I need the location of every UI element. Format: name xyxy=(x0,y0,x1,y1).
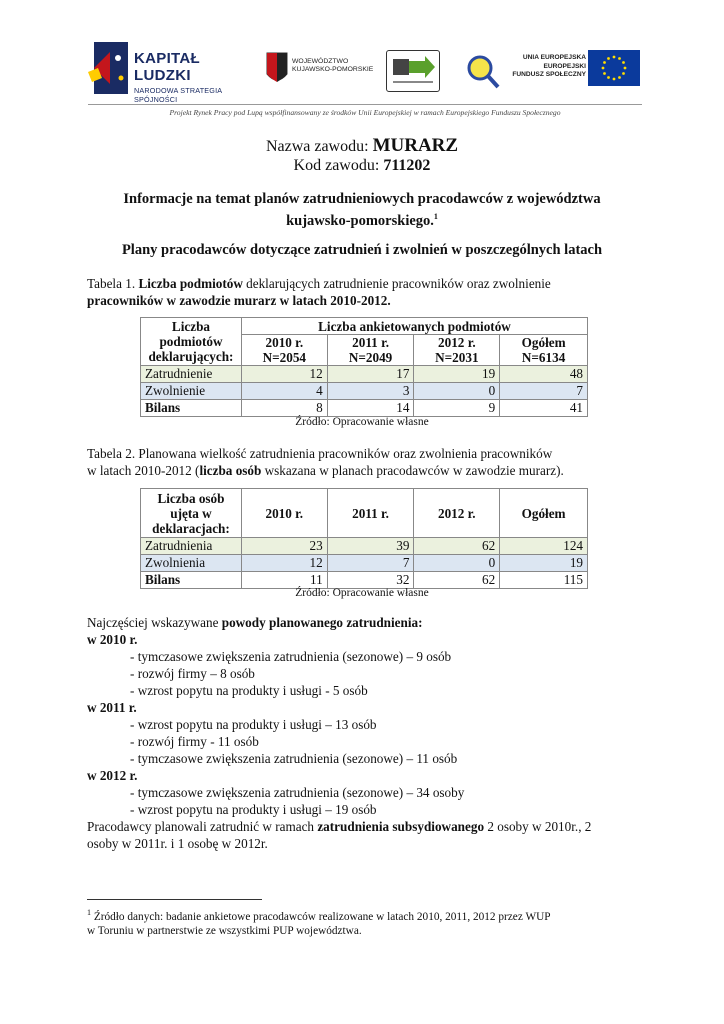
table1-caption-a: Tabela 1. xyxy=(87,276,139,291)
table1-source: Źródło: Opracowanie własne xyxy=(295,416,429,428)
cell: 8 xyxy=(241,400,327,417)
footnote-line2: w Toruniu w partnerstwie ze wszystkimi PUP województwa. xyxy=(87,924,362,937)
row-label: Zatrudnienia xyxy=(141,538,242,555)
kapital-ludzki-logo xyxy=(88,42,258,104)
ue-line3: FUNDUSZ SPOŁECZNY xyxy=(512,71,586,78)
year-heading-2011: w 2011 r. xyxy=(87,700,137,715)
t1-col-2011 xyxy=(327,335,414,366)
t1-col-2012 xyxy=(414,335,500,366)
header-divider xyxy=(88,104,642,105)
t2-corner-l1: Liczba osób xyxy=(157,490,225,506)
cell: 41 xyxy=(500,400,588,417)
cell: 9 xyxy=(414,400,500,417)
unia-europejska-logo xyxy=(510,50,640,88)
year-heading-2012: w 2012 r. xyxy=(87,768,138,783)
row-label: Zwolnienie xyxy=(141,383,242,400)
cell: 7 xyxy=(327,555,414,572)
table1-corner-header xyxy=(141,318,242,366)
t1-col-2010 xyxy=(241,335,327,366)
list-item: - wzrost popytu na produkty i usługi – 13 osób xyxy=(130,717,377,732)
footnote-divider xyxy=(87,899,262,900)
woj-line1: WOJEWÓDZTWO xyxy=(292,58,349,65)
woj-line2: KUJAWSKO-POMORSKIE xyxy=(292,66,374,73)
wojewodztwo-crest-icon xyxy=(266,52,288,86)
t2-corner-l3: deklaracjach: xyxy=(152,520,230,536)
table2-source: Źródło: Opracowanie własne xyxy=(295,587,429,599)
table1-caption-b: Liczba podmiotów xyxy=(138,276,243,291)
footnote-ref: 1 xyxy=(433,212,438,221)
occupation-name: MURARZ xyxy=(372,135,459,156)
cell: 62 xyxy=(414,538,500,555)
footnote-mark: 1 xyxy=(87,908,91,917)
t1-col-total xyxy=(500,335,588,366)
t1-col-2010-year: 2010 r. xyxy=(265,335,304,350)
table2-corner-header xyxy=(141,489,242,538)
list-item: - wzrost popytu na produkty i usługi - 5 osób xyxy=(130,683,368,698)
cell: 115 xyxy=(500,572,588,589)
reasons-intro-b: powody planowanego zatrudnienia: xyxy=(221,615,423,630)
table2-caption-c: liczba osób xyxy=(199,463,262,478)
cell: 19 xyxy=(500,555,588,572)
t2-corner-l2: ujęta w xyxy=(170,505,212,521)
cell: 23 xyxy=(241,538,327,555)
t1-col-2010-n: N=2054 xyxy=(262,350,307,365)
cell: 7 xyxy=(500,383,588,400)
cell: 4 xyxy=(241,383,327,400)
cell: 12 xyxy=(241,366,327,383)
reasons-intro-a: Najczęściej wskazywane xyxy=(87,615,222,630)
row-label: Bilans xyxy=(141,400,242,417)
list-item: - rozwój firmy – 8 osób xyxy=(130,666,255,681)
subsidy-d: osoby w 2011r. i 1 osobę w 2012r. xyxy=(87,836,268,851)
heading1-line1: Informacje na temat planów zatrudnieniowych pracodawców z województwa xyxy=(123,191,601,207)
row-label: Zwolnienia xyxy=(141,555,242,572)
t1-corner-l2: podmiotów xyxy=(159,334,223,349)
cell: 14 xyxy=(327,400,414,417)
table1-caption xyxy=(87,275,647,309)
subsidy-b: zatrudnienia subsydiowanego xyxy=(317,819,485,834)
magnifier-icon xyxy=(464,54,504,90)
ue-line2: EUROPEJSKI xyxy=(543,62,586,70)
section-heading-1 xyxy=(0,190,724,230)
cell: 39 xyxy=(327,538,414,555)
t1-col-2011-year: 2011 r. xyxy=(352,335,390,350)
project-note: Projekt Rynek Pracy pod Lupą współfinansowany ze środków Unii Europejskiej w ramach Europejskiego Funduszu Społecznego xyxy=(169,108,561,117)
table2-caption-d: wskazana w planach pracodawców w zawodzie murarz). xyxy=(261,463,564,478)
list-item: - wzrost popytu na produkty i usługi – 19 osób xyxy=(130,802,377,817)
t1-col-total-n: N=6134 xyxy=(521,350,566,365)
t1-col-2012-n: N=2031 xyxy=(435,350,479,365)
table2-caption-a: Tabela 2. Planowana wielkość zatrudnienia pracowników oraz zwolnienia pracowników xyxy=(87,446,553,461)
kl-title: KAPITAŁ LUDZKI xyxy=(134,50,200,84)
reasons-section xyxy=(87,614,647,818)
row-label: Zatrudnienie xyxy=(141,366,242,383)
table-row xyxy=(141,572,588,589)
list-item: - rozwój firmy - 11 osób xyxy=(130,734,259,749)
table2 xyxy=(140,488,588,589)
occupation-title xyxy=(0,135,724,157)
occupation-label: Nazwa zawodu: xyxy=(265,138,369,155)
section-heading-2: Plany pracodawców dotyczące zatrudnień i zwolnień w poszczególnych latach xyxy=(121,242,603,258)
table1-group-header: Liczba ankietowanych podmiotów xyxy=(241,318,587,335)
cell: 11 xyxy=(241,572,327,589)
subsidy-a: Pracodawcy planowali zatrudnić w ramach xyxy=(87,819,318,834)
table-row xyxy=(141,555,588,572)
table2-caption xyxy=(87,445,647,479)
code-label: Kod zawodu: xyxy=(293,157,380,174)
wup-arrow-icon xyxy=(387,51,439,91)
list-item: - tymczasowe zwiększenia zatrudnienia (sezonowe) – 9 osób xyxy=(130,649,452,664)
ue-line1: UNIA EUROPEJSKA xyxy=(522,54,586,61)
cell: 0 xyxy=(414,383,500,400)
t1-col-2012-year: 2012 r. xyxy=(438,335,476,350)
table-row xyxy=(141,400,588,417)
kl-subtitle: NARODOWA STRATEGIA SPÓJNOŚCI xyxy=(134,86,222,104)
list-item: - tymczasowe zwiększenia zatrudnienia (sezonowe) – 34 osoby xyxy=(130,785,465,800)
footnote xyxy=(87,906,647,938)
table2-caption-b: w latach 2010-2012 ( xyxy=(87,463,200,478)
cell: 62 xyxy=(414,572,500,589)
table1-caption-c: deklarujących zatrudnienie pracowników oraz zwolnienie xyxy=(242,276,551,291)
t2-col-2010: 2010 r. xyxy=(241,489,327,538)
t2-col-2011: 2011 r. xyxy=(327,489,414,538)
cell: 32 xyxy=(327,572,414,589)
row-label: Bilans xyxy=(141,572,242,589)
table1-caption-d: pracowników w zawodzie murarz w latach 2010-2012. xyxy=(87,293,391,308)
list-item: - tymczasowe zwiększenia zatrudnienia (sezonowe) – 11 osób xyxy=(130,751,458,766)
t1-col-total-label: Ogółem xyxy=(521,335,566,350)
subsidy-c: 2 osoby w 2010r., 2 xyxy=(484,819,592,834)
t1-col-2011-n: N=2049 xyxy=(348,350,393,365)
occupation-code xyxy=(0,157,724,175)
table1 xyxy=(140,317,588,417)
table-row xyxy=(141,383,588,400)
wojewodztwo-logo xyxy=(266,52,378,90)
heading1-line2: kujawsko-pomorskiego. xyxy=(286,212,434,229)
year-heading-2010: w 2010 r. xyxy=(87,632,138,647)
cell: 48 xyxy=(500,366,588,383)
t1-corner-l3: deklarujących: xyxy=(148,349,234,364)
wup-logo xyxy=(386,50,440,92)
reasons-intro xyxy=(87,614,647,631)
kapital-ludzki-emblem-icon xyxy=(88,42,130,94)
code-value: 711202 xyxy=(383,157,431,174)
t2-col-2012: 2012 r. xyxy=(414,489,500,538)
footnote-line1: Źródło danych: badanie ankietowe pracodawców realizowane w latach 2010, 2011, 2012 przez WUP xyxy=(93,910,551,923)
subsidy-paragraph xyxy=(87,818,647,852)
cell: 19 xyxy=(414,366,500,383)
table2-header-row xyxy=(141,489,588,538)
table-row xyxy=(141,366,588,383)
cell: 124 xyxy=(500,538,588,555)
table1-header-row xyxy=(141,318,588,335)
table-row xyxy=(141,538,588,555)
rynek-pracy-logo xyxy=(464,54,504,90)
cell: 17 xyxy=(327,366,414,383)
cell: 12 xyxy=(241,555,327,572)
cell: 0 xyxy=(414,555,500,572)
eu-flag-icon xyxy=(588,50,640,86)
t1-corner-l1: Liczba xyxy=(171,319,211,334)
t2-col-total: Ogółem xyxy=(500,489,588,538)
cell: 3 xyxy=(327,383,414,400)
